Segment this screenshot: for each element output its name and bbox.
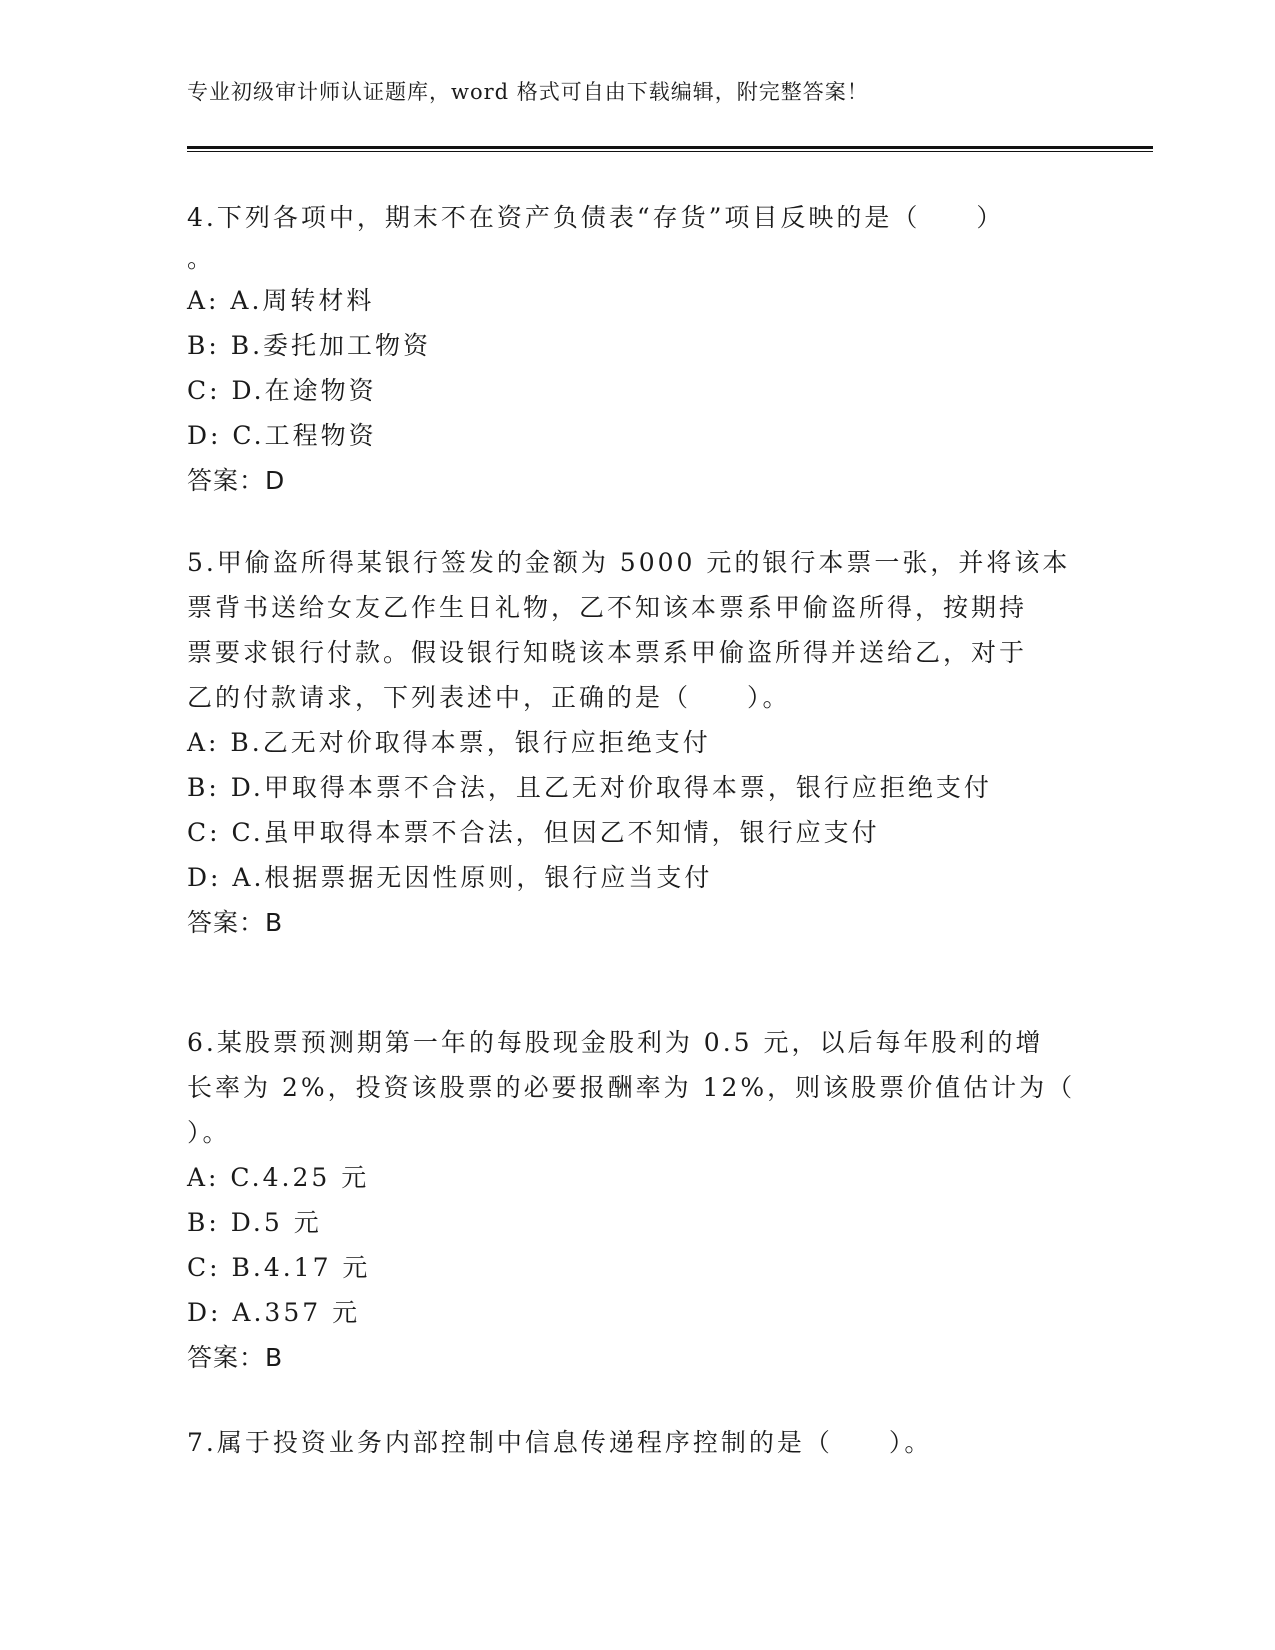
answer-label: 答案： (187, 1343, 266, 1372)
answer-label: 答案： (187, 908, 266, 937)
answer-value: B (265, 1343, 283, 1372)
question-6 (187, 1020, 1087, 1380)
page-header-text: 专业初级审计师认证题库，word 格式可自由下载编辑，附完整答案！ (187, 80, 869, 104)
answer-line (187, 1335, 1087, 1380)
answer-label: 答案： (187, 466, 266, 495)
answer-value: D (265, 466, 285, 495)
question-stem-line: 6.某股票预测期第一年的每股现金股利为 0.5 元，以后每年股利的增 (187, 1028, 1044, 1057)
option-a: A: B.乙无对价取得本票，银行应拒绝支付 (187, 728, 711, 757)
question-stem-line: 票要求银行付款。假设银行知晓该本票系甲偷盗所得并送给乙，对于 (187, 638, 1028, 667)
question-stem-line: 乙的付款请求，下列表述中，正确的是（ ）。 (187, 683, 791, 712)
question-stem-line: ）。 (187, 1118, 231, 1147)
option-b: B: D.5 元 (187, 1208, 322, 1237)
question-4 (187, 195, 1087, 503)
option-b: B: D.甲取得本票不合法，且乙无对价取得本票，银行应拒绝支付 (187, 773, 992, 802)
option-a: A: A.周转材料 (187, 286, 375, 315)
question-7 (187, 1420, 1087, 1465)
question-stem-line: 票背书送给女友乙作生日礼物，乙不知该本票系甲偷盗所得，按期持 (187, 593, 1028, 622)
option-a: A: C.4.25 元 (187, 1163, 370, 1192)
option-d: D: A.根据票据无因性原则，银行应当支付 (187, 863, 713, 892)
header-rule-thick (187, 146, 1153, 149)
header-rule-thin (187, 151, 1153, 152)
option-d: D: C.工程物资 (187, 421, 377, 450)
question-stem-line: 长率为 2%，投资该股票的必要报酬率为 12%，则该股票价值估计为（ (187, 1073, 1076, 1102)
option-d: D: A.357 元 (187, 1298, 361, 1327)
question-stem-line: 5.甲偷盗所得某银行签发的金额为 5000 元的银行本票一张，并将该本 (187, 548, 1071, 577)
question-stem-line: 。 (187, 244, 216, 273)
answer-line (187, 900, 1087, 945)
option-c: C: D.在途物资 (187, 376, 377, 405)
question-stem-line: 7.属于投资业务内部控制中信息传递程序控制的是（ ）。 (187, 1428, 933, 1457)
option-c: C: B.4.17 元 (187, 1253, 371, 1282)
question-stem-line: 4.下列各项中，期末不在资产负债表“存货”项目反映的是（ ） (187, 203, 1005, 232)
answer-line (187, 458, 1087, 503)
option-c: C: C.虽甲取得本票不合法，但因乙不知情，银行应支付 (187, 818, 880, 847)
question-5 (187, 540, 1087, 945)
answer-value: B (265, 908, 283, 937)
option-b: B: B.委托加工物资 (187, 331, 432, 360)
